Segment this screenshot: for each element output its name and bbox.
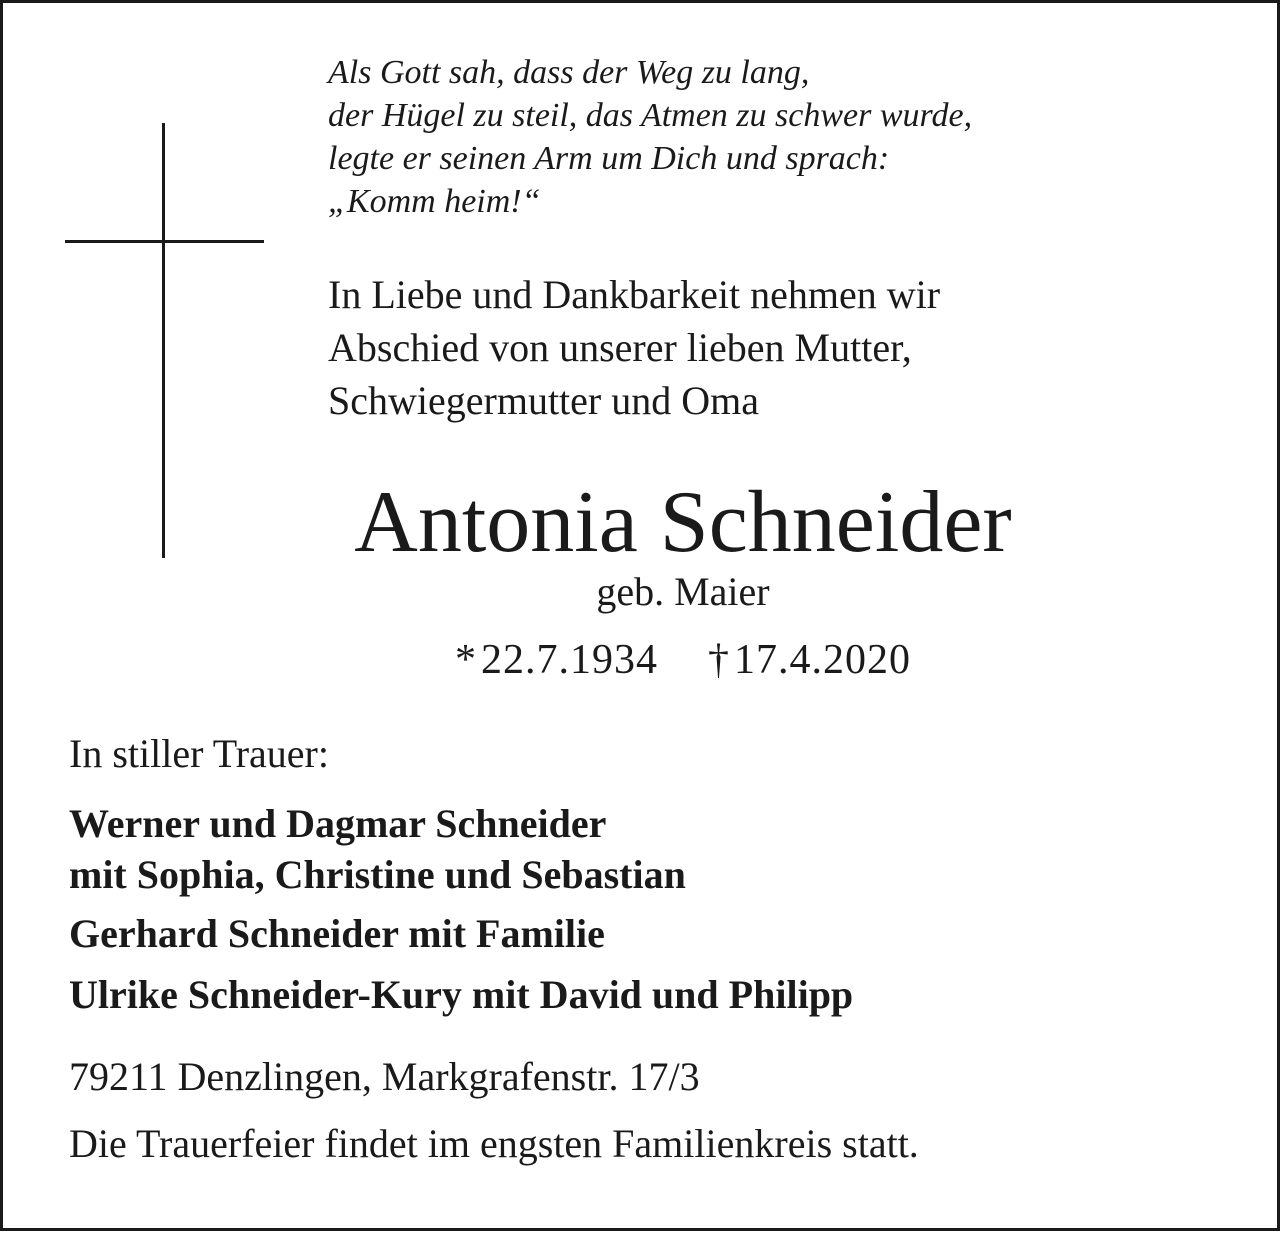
poem-line: der Hügel zu steil, das Atmen zu schwer wurde, <box>328 97 973 134</box>
death-symbol: † <box>708 637 730 683</box>
birth-symbol: * <box>455 637 477 683</box>
intro-line: In Liebe und Dankbarkeit nehmen wir <box>328 272 941 317</box>
farewell-intro <box>328 268 1228 427</box>
mourner-line: mit Sophia, Christine und Sebastian <box>69 852 686 897</box>
birth-date: 22.7.1934 <box>481 637 658 683</box>
intro-line: Abschied von unserer lieben Mutter, <box>328 325 912 370</box>
mourner-line: Gerhard Schneider mit Familie <box>69 911 605 956</box>
poem <box>328 51 1228 223</box>
intro-line: Schwiegermutter und Oma <box>328 378 759 423</box>
cross-horizontal-bar <box>65 240 264 243</box>
funeral-notice: Die Trauerfeier findet im engsten Familienkreis statt. <box>69 1121 919 1166</box>
deceased-name: Antonia Schneider <box>354 474 1012 571</box>
mourner-line: Ulrike Schneider-Kury mit David und Philipp <box>69 972 854 1017</box>
mourner-group <box>69 798 853 900</box>
family-address: 79211 Denzlingen, Markgrafenstr. 17/3 <box>69 1054 700 1099</box>
poem-line: „Komm heim!“ <box>328 183 541 220</box>
mourners-label: In stiller Trauer: <box>69 731 329 776</box>
cross-vertical-bar <box>162 123 165 558</box>
life-dates <box>183 633 1183 687</box>
death-date: 17.4.2020 <box>734 637 911 683</box>
poem-line: legte er seinen Arm um Dich und sprach: <box>328 140 890 177</box>
poem-line: Als Gott sah, dass der Weg zu lang, <box>328 54 810 91</box>
mourners-list <box>69 798 853 1030</box>
mourner-line: Werner und Dagmar Schneider <box>69 801 607 846</box>
birth-name: geb. Maier <box>596 569 770 614</box>
